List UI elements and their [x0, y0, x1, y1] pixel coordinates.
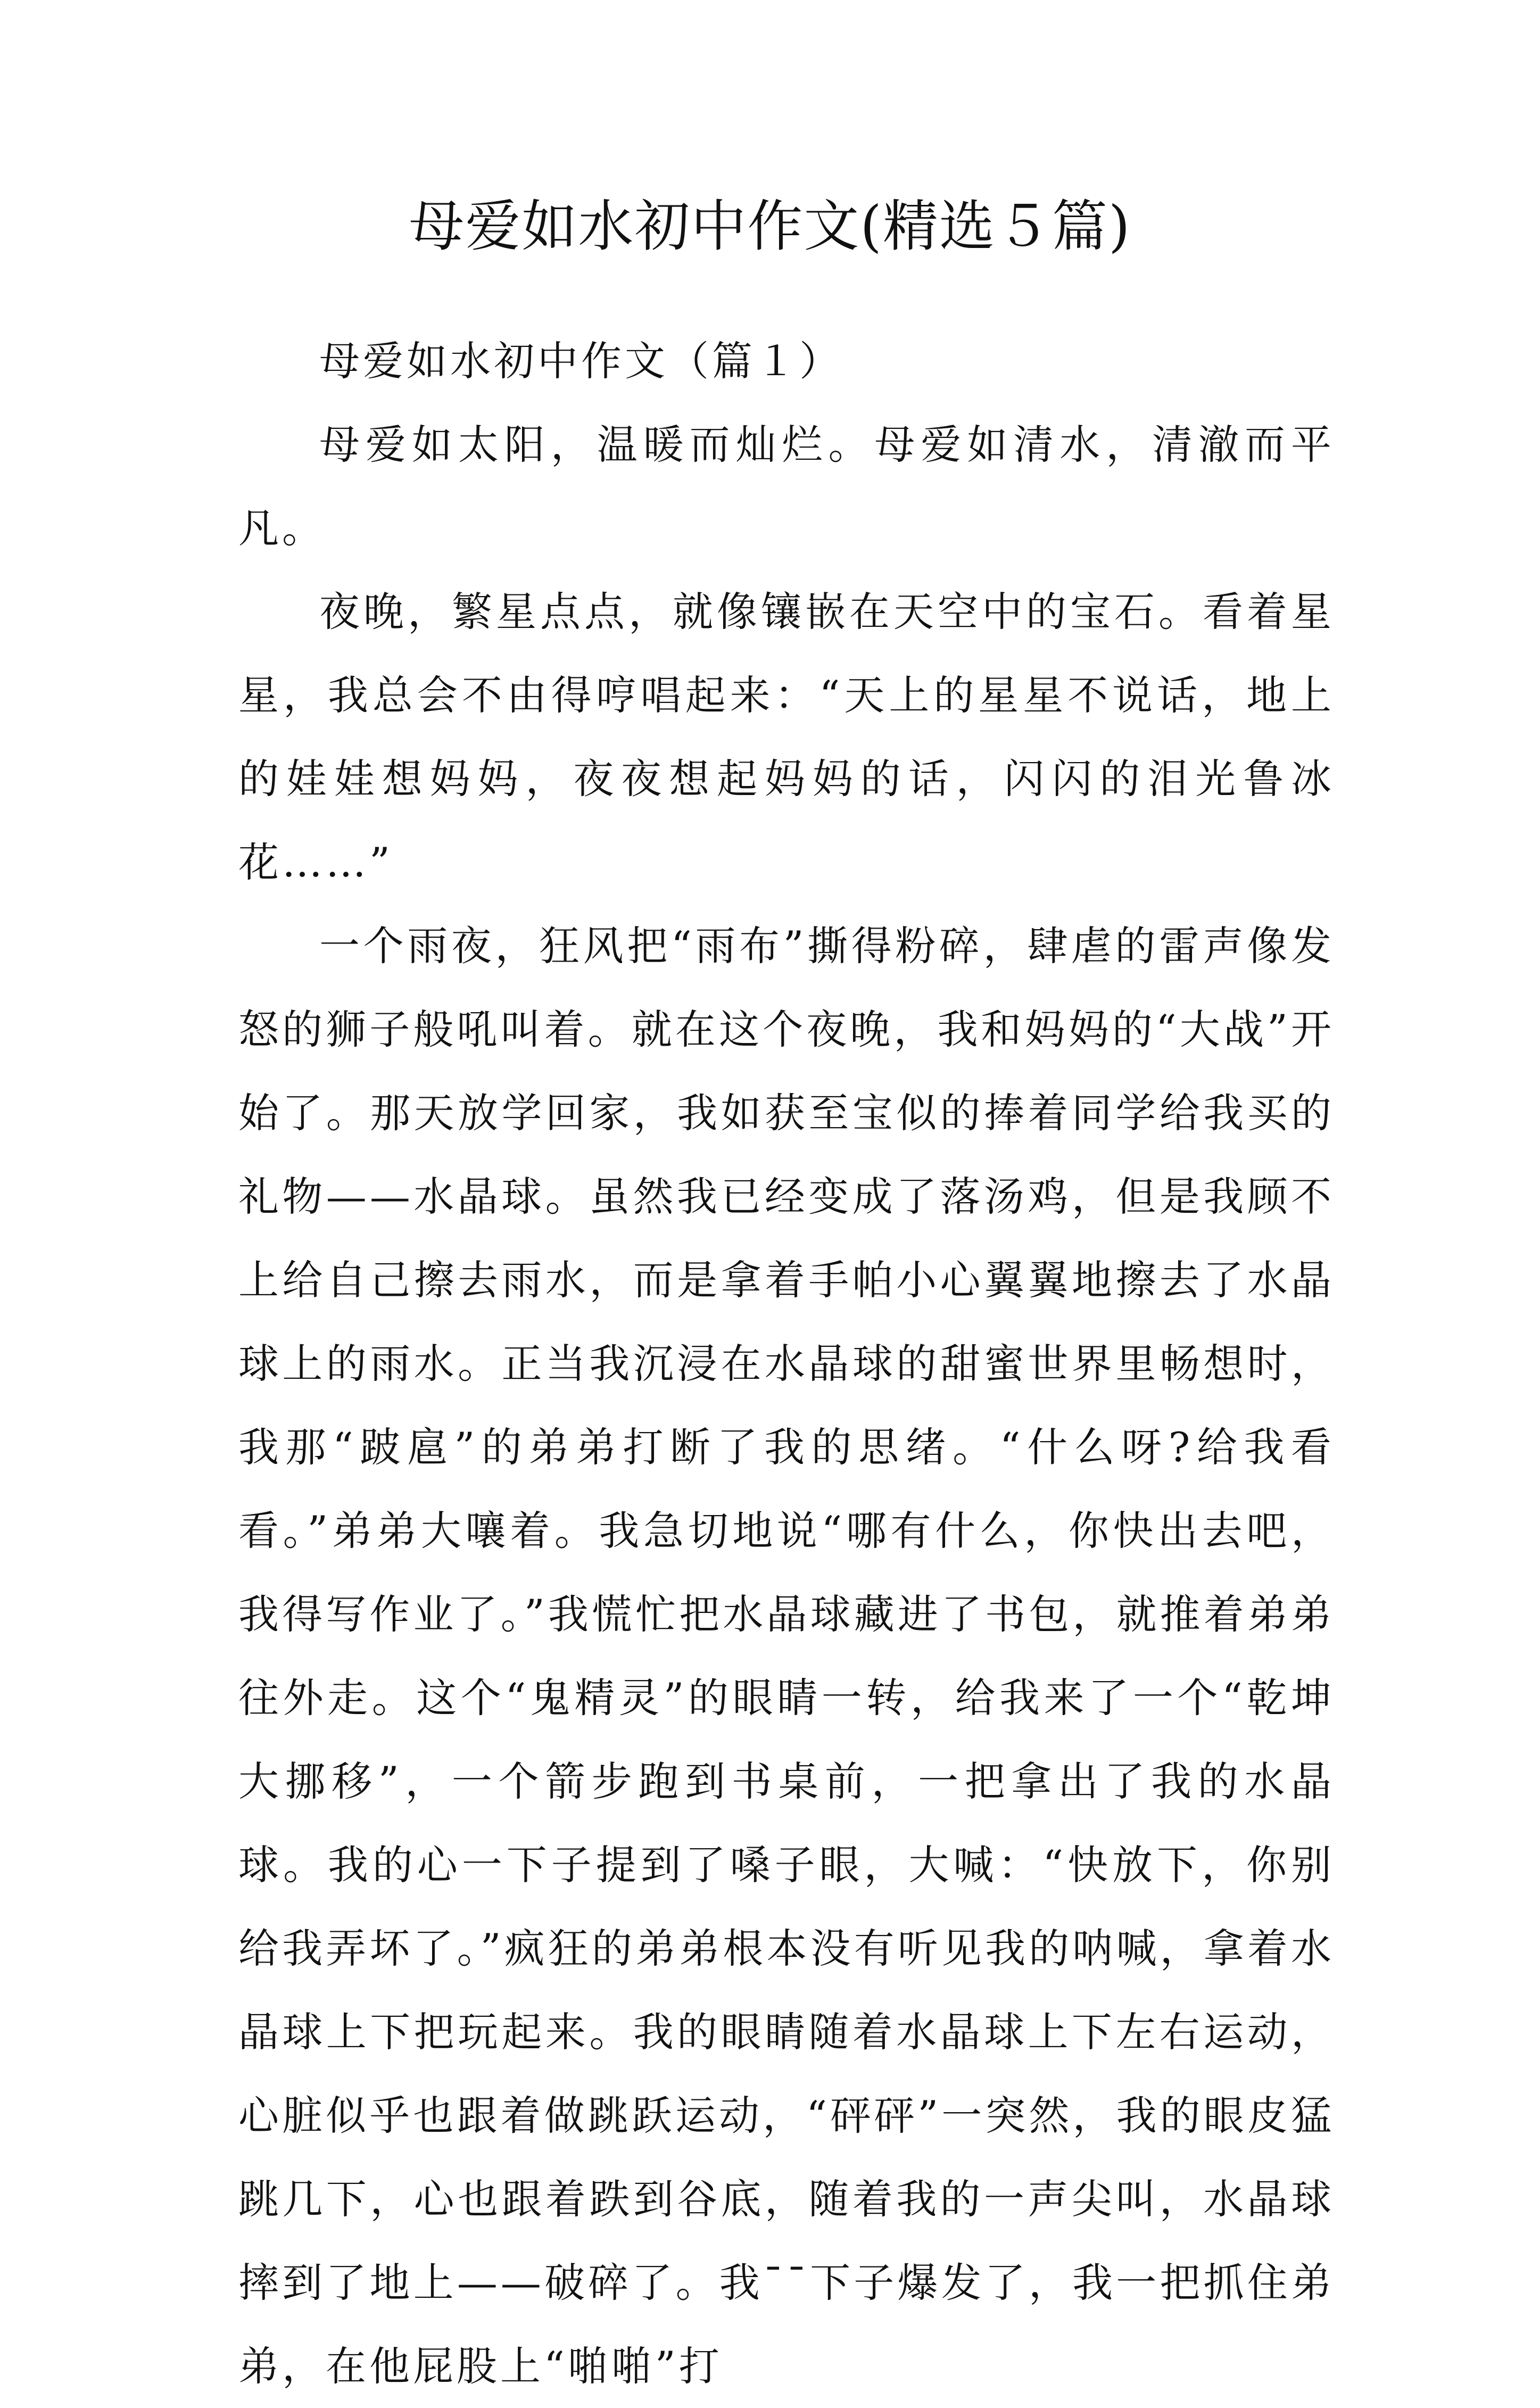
document-title: 母爱如水初中作文(精选５篇) — [409, 194, 1131, 259]
section-heading: 母爱如水初中作文（篇１） — [319, 337, 843, 385]
document-body — [238, 319, 1335, 2408]
paragraph-2: 夜晚，繁星点点，就像镶嵌在天空中的宝石。看着星星，我总会不由得哼唱起来：“天上的星星不说话，地上的娃娃想妈妈，夜夜想起妈妈的话，闪闪的泪光鲁冰花……” — [238, 588, 1335, 886]
paragraph-1: 母爱如太阳，温暖而灿烂。母爱如清水，清澈而平凡。 — [238, 421, 1335, 552]
paragraph-3: 一个雨夜，狂风把“雨布”撕得粉碎，肆虐的雷声像发怒的狮子般吼叫着。就在这个夜晚，我和妈妈的“大战”开始了。那天放学回家，我如获至宝似的捧着同学给我买的礼物——水晶球。虽然我已经变成了落汤鸡，但是我顾不上给自己擦去雨水，而是拿着手帕小心翼翼地擦去了水晶球上的雨水。正当我沉浸在水晶球的甜蜜世界里畅想时，我那“跛扈”的弟弟打断了我的思绪。“什么呀?给我看看。”弟弟大嚷着。我急切地说“哪有什么，你快出去吧，我得写作业了。”我慌忙把水晶球藏进了书包，就推着弟弟往外走。这个“鬼精灵”的眼睛一转，给我来了一个“乾坤大挪移”，一个箭步跑到书桌前，一把拿出了我的水晶球。我的心一下子提到了嗓子眼，大喊：“快放下，你别给我弄坏了。”疯狂的弟弟根本没有听见我的呐喊，拿着水晶球上下把玩起来。我的眼睛随着水晶球上下左右运动，心脏似乎也跟着做跳跃运动，“砰砰”一突然，我的眼皮猛跳几下，心也跟着跌到谷底，随着我的一声尖叫，水晶球摔到了地上——破碎了。我¯¯下子爆发了，我一把抓住弟弟，在他屁股上“啪啪”打 — [238, 922, 1335, 2390]
